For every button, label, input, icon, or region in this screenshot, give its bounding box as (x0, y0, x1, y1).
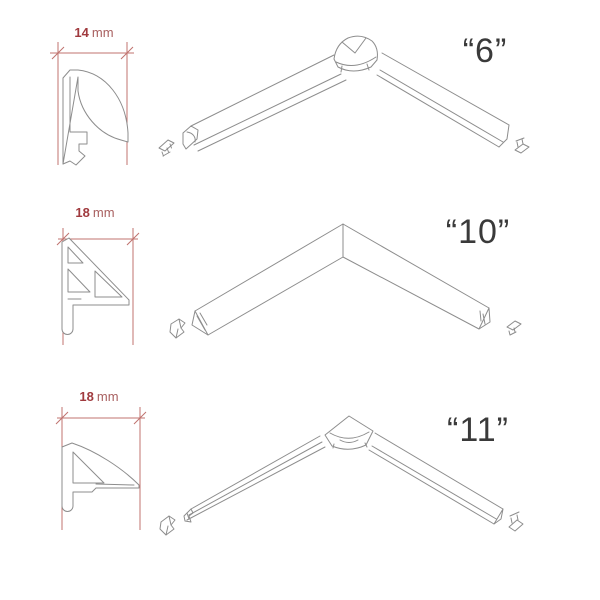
profile-outline (62, 443, 139, 512)
end-cap-icon (170, 319, 185, 338)
quarter-round-profile-cross-section-icon (40, 15, 150, 175)
winged-profile-cross-section-icon (46, 388, 160, 545)
corner-connector-icon (325, 416, 373, 449)
dimension-unit: mm (96, 389, 119, 404)
profile-bar-left (183, 55, 346, 151)
dimension-value: 18 (79, 389, 94, 404)
profile-number-label: “11” (447, 411, 509, 449)
profile-outline (62, 238, 129, 335)
profile-number-label: “6” (462, 32, 508, 70)
profile-outline (63, 70, 128, 165)
end-cap-icon (159, 140, 174, 156)
profile-bar-left (192, 224, 343, 335)
dimension-unit: mm (92, 205, 115, 220)
dimension-unit: mm (91, 25, 114, 40)
end-cap-icon (507, 321, 521, 335)
end-cap-icon (160, 516, 175, 535)
profile-bar-left (184, 436, 325, 522)
profile-number-label: “10” (445, 213, 511, 251)
corner-connector-icon (334, 36, 377, 72)
dimension-value: 14 (74, 25, 89, 40)
dimension-value: 18 (75, 205, 90, 220)
end-cap-icon (509, 512, 523, 531)
triangular-truss-profile-cross-section-icon (48, 203, 160, 355)
end-cap-icon (515, 138, 529, 153)
